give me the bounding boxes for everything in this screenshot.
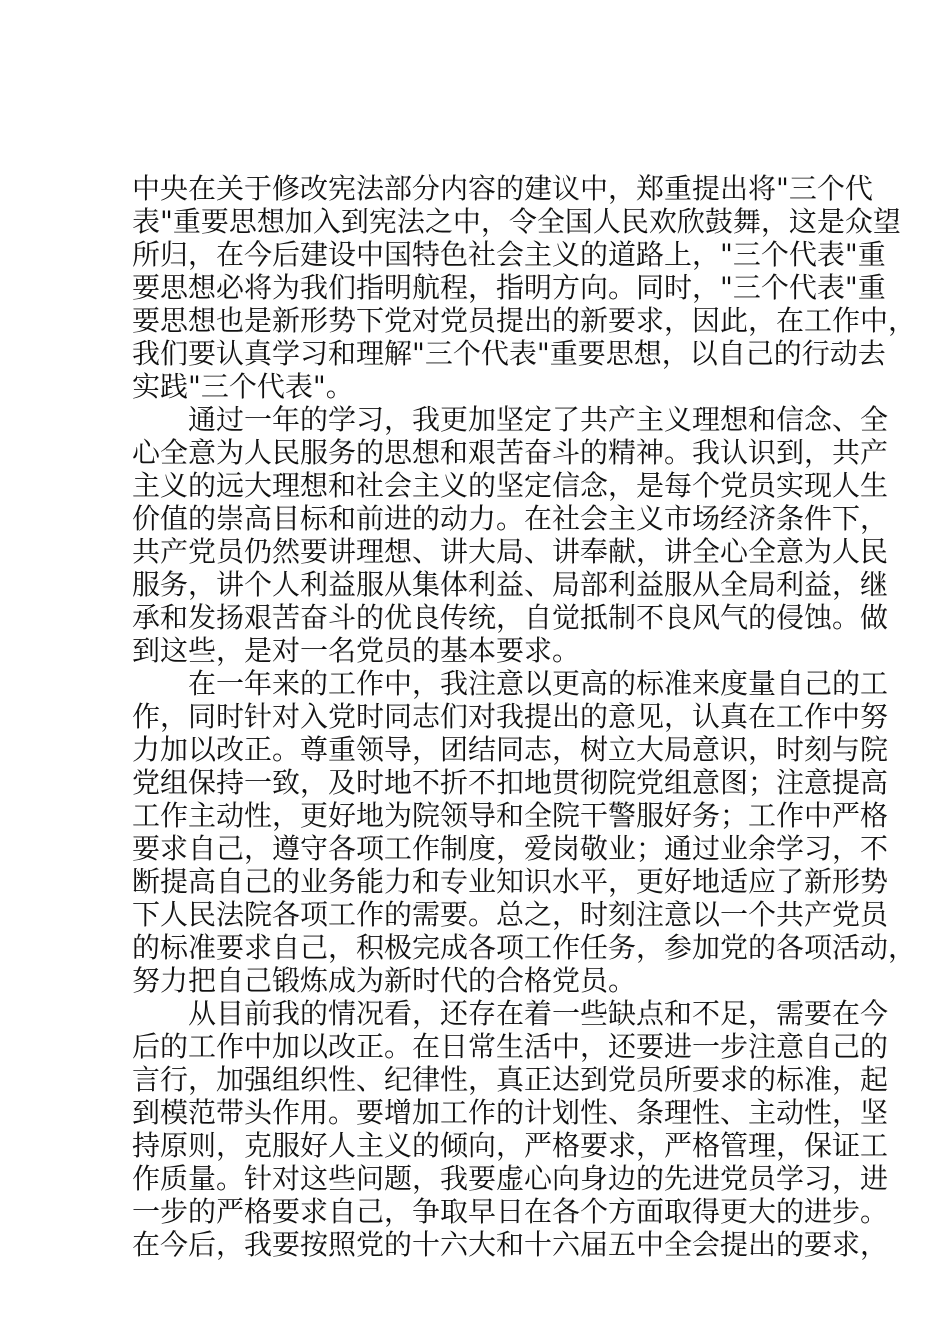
text-line: 主义的远大理想和社会主义的坚定信念，是每个党员实现人生: [132, 469, 889, 502]
text-line: 服务，讲个人利益服从集体利益、局部利益服从全局利益，继: [132, 568, 889, 601]
text-line: 力加以改正。尊重领导，团结同志，树立大局意识，时刻与院: [132, 733, 889, 766]
text-line: 的标准要求自己，积极完成各项工作任务，参加党的各项活动，: [132, 931, 917, 964]
paragraph-1: [132, 172, 917, 403]
text-line: 党组保持一致，及时地不折不扣地贯彻院党组意图；注意提高: [132, 766, 889, 799]
paragraph-3: [132, 667, 917, 997]
paragraph-4: [132, 997, 889, 1261]
text-line: 实践"三个代表"。: [132, 370, 354, 403]
text-line: 作质量。针对这些问题，我要虚心向身边的先进党员学习，进: [132, 1162, 889, 1195]
text-line: 持原则，克服好人主义的倾向，严格要求，严格管理，保证工: [132, 1129, 889, 1162]
text-line: 言行，加强组织性、纪律性，真正达到党员所要求的标准，起: [132, 1063, 889, 1096]
text-line: 在一年来的工作中，我注意以更高的标准来度量自己的工: [132, 667, 889, 700]
text-line: 要思想必将为我们指明航程，指明方向。同时，"三个代表"重: [132, 271, 886, 304]
text-line: 共产党员仍然要讲理想、讲大局、讲奉献，讲全心全意为人民: [132, 535, 889, 568]
text-line: 要思想也是新形势下党对党员提出的新要求，因此，在工作中，: [132, 304, 917, 337]
document-body: [132, 172, 917, 1261]
paragraph-2: [132, 403, 889, 667]
text-line: 努力把自己锻炼成为新时代的合格党员。: [132, 964, 637, 997]
text-line: 从目前我的情况看，还存在着一些缺点和不足，需要在今: [132, 997, 889, 1030]
text-line: 要求自己，遵守各项工作制度，爱岗敬业；通过业余学习，不: [132, 832, 889, 865]
text-line: 表"重要思想加入到宪法之中，令全国人民欢欣鼓舞，这是众望: [132, 205, 901, 238]
text-line: 下人民法院各项工作的需要。总之，时刻注意以一个共产党员: [132, 898, 889, 931]
text-line: 到模范带头作用。要增加工作的计划性、条理性、主动性，坚: [132, 1096, 889, 1129]
text-line: 在今后，我要按照党的十六大和十六届五中全会提出的要求，: [132, 1228, 889, 1261]
text-line: 中央在关于修改宪法部分内容的建议中，郑重提出将"三个代: [132, 172, 873, 205]
text-line: 到这些，是对一名党员的基本要求。: [132, 634, 581, 667]
text-line: 工作主动性，更好地为院领导和全院干警服好务；工作中严格: [132, 799, 889, 832]
text-line: 心全意为人民服务的思想和艰苦奋斗的精神。我认识到，共产: [132, 436, 889, 469]
text-line: 后的工作中加以改正。在日常生活中，还要进一步注意自己的: [132, 1030, 889, 1063]
text-line: 价值的崇高目标和前进的动力。在社会主义市场经济条件下，: [132, 502, 889, 535]
text-line: 一步的严格要求自己，争取早日在各个方面取得更大的进步。: [132, 1195, 889, 1228]
text-line: 承和发扬艰苦奋斗的优良传统，自觉抵制不良风气的侵蚀。做: [132, 601, 889, 634]
text-line: 作，同时针对入党时同志们对我提出的意见，认真在工作中努: [132, 700, 889, 733]
text-line: 所归，在今后建设中国特色社会主义的道路上，"三个代表"重: [132, 238, 886, 271]
text-line: 我们要认真学习和理解"三个代表"重要思想，以自己的行动去: [132, 337, 886, 370]
text-line: 断提高自己的业务能力和专业知识水平，更好地适应了新形势: [132, 865, 889, 898]
text-line: 通过一年的学习，我更加坚定了共产主义理想和信念、全: [132, 403, 889, 436]
